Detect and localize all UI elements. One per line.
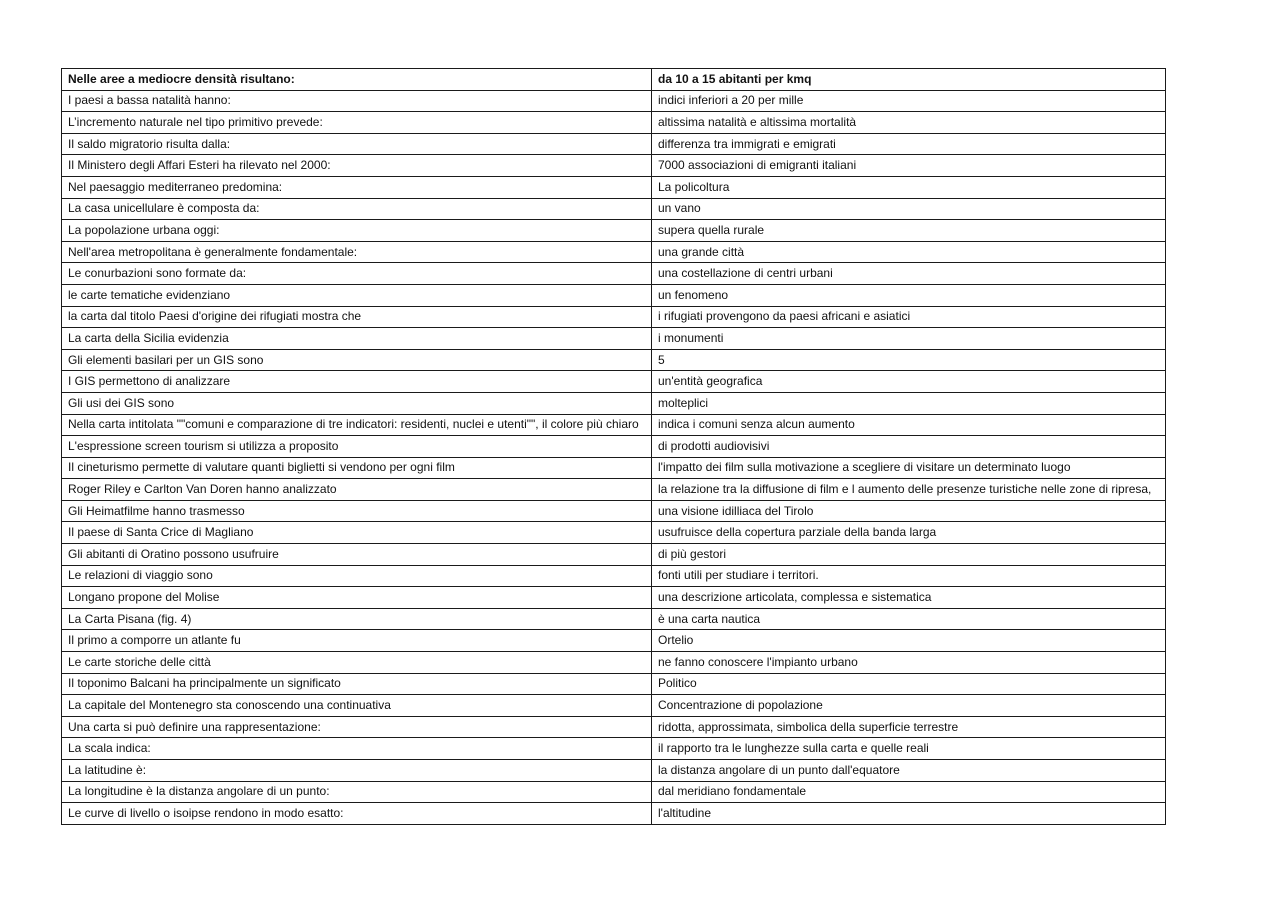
table-row — [62, 500, 1166, 522]
answer-cell: 5 — [652, 349, 1166, 371]
answer-cell: usufruisce della copertura parziale della banda larga — [652, 522, 1166, 544]
table-row — [62, 716, 1166, 738]
answer-cell: il rapporto tra le lunghezze sulla carta e quelle reali — [652, 738, 1166, 760]
question-cell: Il paese di Santa Crice di Magliano — [62, 522, 652, 544]
answer-cell: altissima natalità e altissima mortalità — [652, 112, 1166, 134]
table-row — [62, 457, 1166, 479]
table-row — [62, 112, 1166, 134]
table-row — [62, 608, 1166, 630]
question-cell: Gli elementi basilari per un GIS sono — [62, 349, 652, 371]
question-cell: Le curve di livello o isoipse rendono in modo esatto: — [62, 803, 652, 825]
question-cell: La longitudine è la distanza angolare di un punto: — [62, 781, 652, 803]
table-row — [62, 414, 1166, 436]
table-row — [62, 284, 1166, 306]
question-cell: Il toponimo Balcani ha principalmente un significato — [62, 673, 652, 695]
question-cell: le carte tematiche evidenziano — [62, 284, 652, 306]
answer-cell: indici inferiori a 20 per mille — [652, 90, 1166, 112]
table-row — [62, 522, 1166, 544]
answer-cell: Politico — [652, 673, 1166, 695]
table-row — [62, 328, 1166, 350]
question-cell: Il Ministero degli Affari Esteri ha rilevato nel 2000: — [62, 155, 652, 177]
answer-cell: un vano — [652, 198, 1166, 220]
answer-cell: ridotta, approssimata, simbolica della superficie terrestre — [652, 716, 1166, 738]
question-cell: Le carte storiche delle città — [62, 652, 652, 674]
answer-cell: un'entità geografica — [652, 371, 1166, 393]
question-cell: Gli usi dei GIS sono — [62, 392, 652, 414]
question-cell: Una carta si può definire una rappresentazione: — [62, 716, 652, 738]
question-cell: La latitudine è: — [62, 760, 652, 782]
table-row — [62, 263, 1166, 285]
answer-cell: l'impatto dei film sulla motivazione a scegliere di visitare un determinato luogo — [652, 457, 1166, 479]
table-row — [62, 652, 1166, 674]
answer-cell: dal meridiano fondamentale — [652, 781, 1166, 803]
header-question-cell: Nelle aree a mediocre densità risultano: — [62, 69, 652, 91]
table-row — [62, 349, 1166, 371]
question-cell: I paesi a bassa natalità hanno: — [62, 90, 652, 112]
table-row — [62, 198, 1166, 220]
answer-cell: una grande città — [652, 241, 1166, 263]
answer-cell: di più gestori — [652, 544, 1166, 566]
table-row — [62, 176, 1166, 198]
table-row — [62, 241, 1166, 263]
answer-cell: Ortelio — [652, 630, 1166, 652]
question-cell: Nell'area metropolitana è generalmente fondamentale: — [62, 241, 652, 263]
table-row — [62, 781, 1166, 803]
question-cell: Il cineturismo permette di valutare quanti biglietti si vendono per ogni film — [62, 457, 652, 479]
header-answer-cell: da 10 a 15 abitanti per kmq — [652, 69, 1166, 91]
answer-cell: indica i comuni senza alcun aumento — [652, 414, 1166, 436]
answer-cell: 7000 associazioni di emigranti italiani — [652, 155, 1166, 177]
question-cell: La capitale del Montenegro sta conoscendo una continuativa — [62, 695, 652, 717]
question-cell: L'espressione screen tourism si utilizza a proposito — [62, 436, 652, 458]
table-row — [62, 133, 1166, 155]
answer-cell: un fenomeno — [652, 284, 1166, 306]
answer-cell: la distanza angolare di un punto dall'equatore — [652, 760, 1166, 782]
table-row — [62, 587, 1166, 609]
table-row — [62, 695, 1166, 717]
table-row — [62, 90, 1166, 112]
table-row — [62, 565, 1166, 587]
table-row — [62, 673, 1166, 695]
question-cell: Il primo a comporre un atlante fu — [62, 630, 652, 652]
answer-cell: La policoltura — [652, 176, 1166, 198]
table-row — [62, 760, 1166, 782]
answer-cell: i monumenti — [652, 328, 1166, 350]
qa-table-body — [62, 69, 1166, 825]
table-row — [62, 738, 1166, 760]
table-row — [62, 306, 1166, 328]
question-cell: Gli abitanti di Oratino possono usufruire — [62, 544, 652, 566]
question-cell: I GIS permettono di analizzare — [62, 371, 652, 393]
answer-cell: ne fanno conoscere l'impianto urbano — [652, 652, 1166, 674]
question-cell: La carta della Sicilia evidenzia — [62, 328, 652, 350]
table-row — [62, 803, 1166, 825]
answer-cell: una visione idilliaca del Tirolo — [652, 500, 1166, 522]
question-cell: Nel paesaggio mediterraneo predomina: — [62, 176, 652, 198]
question-cell: L’incremento naturale nel tipo primitivo prevede: — [62, 112, 652, 134]
answer-cell: l'altitudine — [652, 803, 1166, 825]
question-cell: Roger Riley e Carlton Van Doren hanno analizzato — [62, 479, 652, 501]
question-cell: Nella carta intitolata ""comuni e comparazione di tre indicatori: residenti, nuclei e utenti"", il colore più chiaro — [62, 414, 652, 436]
question-cell: La casa unicellulare è composta da: — [62, 198, 652, 220]
question-cell: la carta dal titolo Paesi d'origine dei rifugiati mostra che — [62, 306, 652, 328]
table-row — [62, 544, 1166, 566]
table-row — [62, 436, 1166, 458]
qa-table — [61, 68, 1166, 825]
answer-cell: fonti utili per studiare i territori. — [652, 565, 1166, 587]
table-row — [62, 392, 1166, 414]
answer-cell: i rifugiati provengono da paesi africani e asiatici — [652, 306, 1166, 328]
answer-cell: di prodotti audiovisivi — [652, 436, 1166, 458]
answer-cell: Concentrazione di popolazione — [652, 695, 1166, 717]
table-row — [62, 371, 1166, 393]
answer-cell: differenza tra immigrati e emigrati — [652, 133, 1166, 155]
question-cell: La Carta Pisana (fig. 4) — [62, 608, 652, 630]
table-row — [62, 479, 1166, 501]
question-cell: Le relazioni di viaggio sono — [62, 565, 652, 587]
question-cell: Il saldo migratorio risulta dalla: — [62, 133, 652, 155]
question-cell: La scala indica: — [62, 738, 652, 760]
table-row — [62, 630, 1166, 652]
question-cell: Le conurbazioni sono formate da: — [62, 263, 652, 285]
answer-cell: è una carta nautica — [652, 608, 1166, 630]
table-row — [62, 155, 1166, 177]
question-cell: Gli Heimatfilme hanno trasmesso — [62, 500, 652, 522]
table-row — [62, 220, 1166, 242]
question-cell: Longano propone del Molise — [62, 587, 652, 609]
answer-cell: supera quella rurale — [652, 220, 1166, 242]
answer-cell: una costellazione di centri urbani — [652, 263, 1166, 285]
answer-cell: molteplici — [652, 392, 1166, 414]
table-header-row — [62, 69, 1166, 91]
answer-cell: una descrizione articolata, complessa e sistematica — [652, 587, 1166, 609]
answer-cell: la relazione tra la diffusione di film e l aumento delle presenze turistiche nelle zone di ripresa, — [652, 479, 1166, 501]
question-cell: La popolazione urbana oggi: — [62, 220, 652, 242]
